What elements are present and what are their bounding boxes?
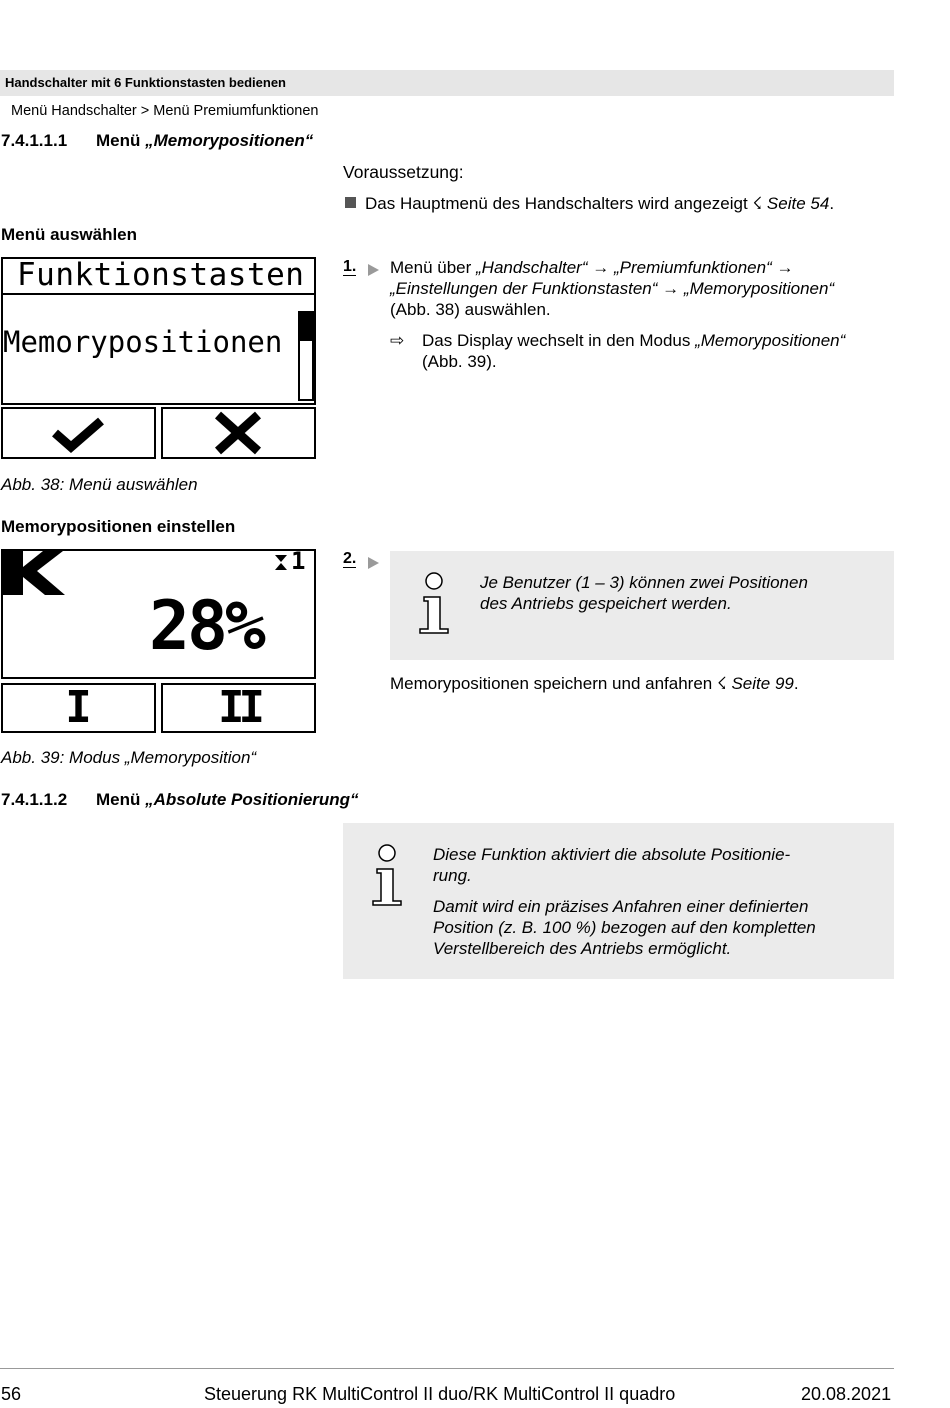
section-title: „Absolute Positionierung“	[145, 790, 359, 809]
info-icon	[416, 571, 452, 635]
info-box-step-2	[390, 551, 894, 660]
step-arrow-icon	[368, 557, 379, 569]
section-heading-memorypositionen	[1, 131, 313, 151]
breadcrumb: Menü Handschalter > Menü Premiumfunktionen	[11, 103, 319, 119]
page-reference-link[interactable]: Seite 54	[766, 194, 830, 213]
lcd-divider	[3, 293, 314, 295]
cross-icon	[163, 409, 314, 457]
cancel-softkey[interactable]	[161, 407, 316, 459]
section-heading-absolute-positionierung	[1, 790, 359, 810]
checkmark-icon	[3, 409, 154, 457]
prerequisite-heading: Voraussetzung:	[343, 162, 464, 182]
select-menu-heading: Menü auswählen	[1, 225, 138, 244]
figure-39-caption: Abb. 39: Modus „Memoryposition“	[1, 748, 257, 767]
page-reference-link[interactable]: Seite 99	[731, 674, 794, 693]
result-arrow-icon: ⇨	[390, 331, 405, 350]
memory-key-2[interactable]	[161, 683, 316, 733]
step-1-result: Das Display wechselt in den Modus „Memorypositionen“ (Abb. 39).	[422, 331, 846, 371]
section-title-prefix: Menü	[96, 790, 146, 809]
step-1-number: 1.	[343, 258, 357, 275]
bullet-square-icon	[345, 197, 356, 208]
section-number: 7.4.1.1.2	[1, 790, 68, 809]
lcd-scrollbar-thumb	[300, 313, 312, 341]
confirm-softkey[interactable]	[1, 407, 156, 459]
page-number: 56	[1, 1384, 22, 1404]
figure-39-display	[1, 549, 316, 733]
lcd-screen	[1, 257, 316, 405]
memory-key-1-label: I	[65, 682, 92, 733]
prerequisite-item: Das Hauptmenü des Handschalters wird angezeigt ☇ Seite 54.	[345, 193, 834, 214]
path-premiumfunktionen: „Premiumfunktionen“	[613, 258, 772, 277]
lcd-scrollbar	[298, 311, 314, 401]
step-1-text: Menü über „Handschalter“ → „Premiumfunktionen“ → „Einstellungen der Funktionstasten“ → „Memorypositionen“ (Abb. 38) auswählen.	[390, 258, 835, 319]
document-date: 20.08.2021	[801, 1384, 892, 1404]
path-handschalter: „Handschalter“	[476, 258, 588, 277]
rk-logo-icon	[3, 551, 69, 597]
figure-38-caption: Abb. 38: Menü auswählen	[1, 475, 198, 494]
prerequisite-text: Das Hauptmenü des Handschalters wird angezeigt	[365, 194, 753, 213]
info-icon	[369, 843, 405, 907]
info-box-absolute-positionierung	[343, 823, 894, 979]
section-title-prefix: Menü	[96, 131, 146, 150]
lcd-menu-entry: Memorypositionen	[3, 325, 283, 359]
user-icon	[273, 553, 289, 571]
info-text-step-2: Je Benutzer (1 – 3) können zwei Positionen des Antriebs gespeichert werden.	[480, 573, 808, 613]
header-title: Handschalter mit 6 Funktionstasten bedienen	[5, 75, 286, 90]
memory-set-heading: Memorypositionen einstellen	[1, 517, 236, 536]
user-indicator: 1	[291, 547, 306, 575]
lcd-screen-memory	[1, 549, 316, 679]
section-number: 7.4.1.1.1	[1, 131, 68, 150]
figure-38-display	[1, 257, 316, 459]
position-percent: 28%	[149, 587, 263, 666]
step-arrow-icon	[368, 264, 379, 276]
info-text-absolute-positionierung: Diese Funktion aktiviert die absolute Positionie- rung. Damit wird ein präzises Anfahren einer definierten Position (z. B. 100 %) bezogen auf den kompletten Verstellbereich des Antriebs ermöglicht.	[433, 845, 816, 958]
step-2-number: 2.	[343, 550, 357, 567]
page-reference-icon: ☇	[752, 194, 763, 213]
page-reference-icon: ☇	[716, 674, 727, 693]
section-title: „Memorypositionen“	[145, 131, 314, 150]
footer-divider	[0, 1368, 894, 1369]
memory-key-1[interactable]	[1, 683, 156, 733]
path-memorypositionen: „Memorypositionen“	[683, 279, 835, 298]
document-title: Steuerung RK MultiControl II duo/RK MultiControl II quadro	[204, 1384, 676, 1404]
path-einstellungen: „Einstellungen der Funktionstasten“	[390, 279, 658, 298]
lcd-title: Funktionstasten	[17, 257, 305, 293]
memory-key-2-label: II	[218, 682, 259, 733]
step-2-text: Memorypositionen speichern und anfahren ☇ Seite 99.	[390, 674, 799, 693]
